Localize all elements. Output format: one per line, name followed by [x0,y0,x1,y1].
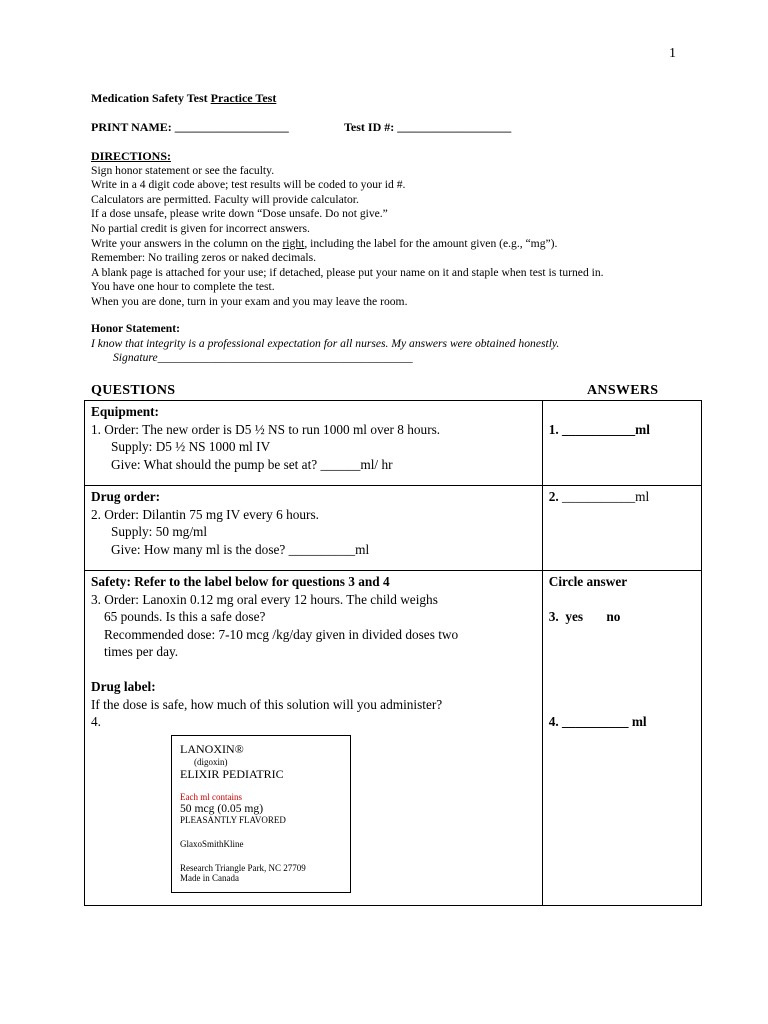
print-name-field: PRINT NAME: ___________________ [91,120,289,134]
question-cell [85,486,543,571]
title-underlined: Practice Test [210,91,277,105]
answer-cell [542,486,701,571]
direction-line [91,237,711,252]
answer-unit: ml [635,422,650,437]
question-line: 3. Order: Lanoxin 0.12 mg oral every 12 hours. The child weighs [91,591,438,607]
answer-heading: Circle answer [548,574,628,589]
drug-label-box [171,735,351,893]
direction-line: When you are done, turn in your exam and you may leave the room. [91,294,408,308]
drug-address: Research Triangle Park, NC 27709 [180,862,306,873]
direction-line: A blank page is attached for your use; if detached, please put your name on it and staple when test is turned in. [91,265,604,279]
question-order: 1. Order: The new order is D5 ½ NS to run 1000 ml over 8 hours. [91,421,441,437]
table-row [85,401,702,486]
honor-heading: Honor Statement: [91,322,180,335]
honor-section [91,322,711,366]
table-row [85,486,702,571]
answer-line [549,488,695,506]
title-main: Medication Safety Test [91,91,211,105]
drug-maker: GlaxoSmithKline [180,838,244,849]
question-heading: Drug order: [91,489,161,504]
drug-label-heading: Drug label: [91,678,156,694]
direction-line: You have one hour to complete the test. [91,280,275,294]
question-line: If the dose is safe, how much of this solution will you administer? [91,696,443,712]
question-give: Give: How many ml is the dose? __________ml [111,541,370,557]
signature-line: Signature____________________________________________ [113,351,413,365]
direction-line: If a dose unsafe, please write down “Dose unsafe. Do not give.” [91,207,388,221]
direction-right-word: right [282,236,305,250]
test-id-field: Test ID #: ___________________ [344,120,512,134]
direction-line: Remember: No trailing zeros or naked decimals. [91,251,317,265]
drug-form: ELIXIR PEDIATRIC [180,766,284,781]
direction-line: Write in a 4 digit code above; test results will be coded to your id #. [91,178,406,192]
honor-text: I know that integrity is a professional expectation for all nurses. My answers were obtained honestly. [91,336,560,350]
table-row [85,571,702,906]
answers-heading: ANSWERS [587,383,659,398]
direction-line-end: , including the label for the amount given (e.g., “mg”). [304,236,558,250]
answer-blank: ___________ml [562,489,650,504]
question-number: 4. [91,714,101,730]
direction-line-start: Write your answers in the column on the [91,236,283,250]
question-cell [85,401,543,486]
drug-each-ml: Each ml contains [180,791,242,802]
directions-heading: DIRECTIONS: [91,149,172,163]
question-supply: Supply: 50 mg/ml [111,524,208,540]
drug-flavor: PLEASANTLY FLAVORED [180,814,286,825]
answer-number: 2. [548,489,563,504]
questions-table [84,400,702,906]
page-number: 1 [669,46,676,61]
drug-origin: Made in Canada [180,872,239,883]
direction-line: Calculators are permitted. Faculty will provide calculator. [91,192,359,206]
answer-cell [542,571,701,906]
drug-strength: 50 mcg (0.05 mg) [180,801,264,815]
question-line: times per day. [104,644,179,660]
direction-line: No partial credit is given for incorrect answers. [91,221,310,235]
drug-name: LANOXIN® [180,741,244,756]
direction-line: Sign honor statement or see the faculty. [91,163,275,177]
question-cell [85,571,543,906]
question-heading: Equipment: [91,404,159,419]
answer-line: 4. __________ ml [548,714,647,730]
answer-line [549,421,695,439]
answer-cell [542,401,701,486]
answer-blank: ___________ [562,422,636,437]
drug-generic: (digoxin) [194,756,228,767]
question-heading: Safety: Refer to the label below for questions 3 and 4 [91,574,390,589]
answer-number: 1. [548,422,563,437]
question-line: Recommended dose: 7-10 mcg /kg/day given in divided doses two [104,626,459,642]
directions-section [91,149,711,310]
question-supply: Supply: D5 ½ NS 1000 ml IV [111,439,271,455]
question-order: 2. Order: Dilantin 75 mg IV every 6 hours. [91,506,319,522]
question-line: 65 pounds. Is this a safe dose? [104,609,266,625]
answer-line: 3. yes no [548,608,621,624]
page-title [91,91,276,106]
question-give: Give: What should the pump be set at? ______ml/ hr [111,456,393,472]
questions-heading: QUESTIONS [91,383,176,398]
